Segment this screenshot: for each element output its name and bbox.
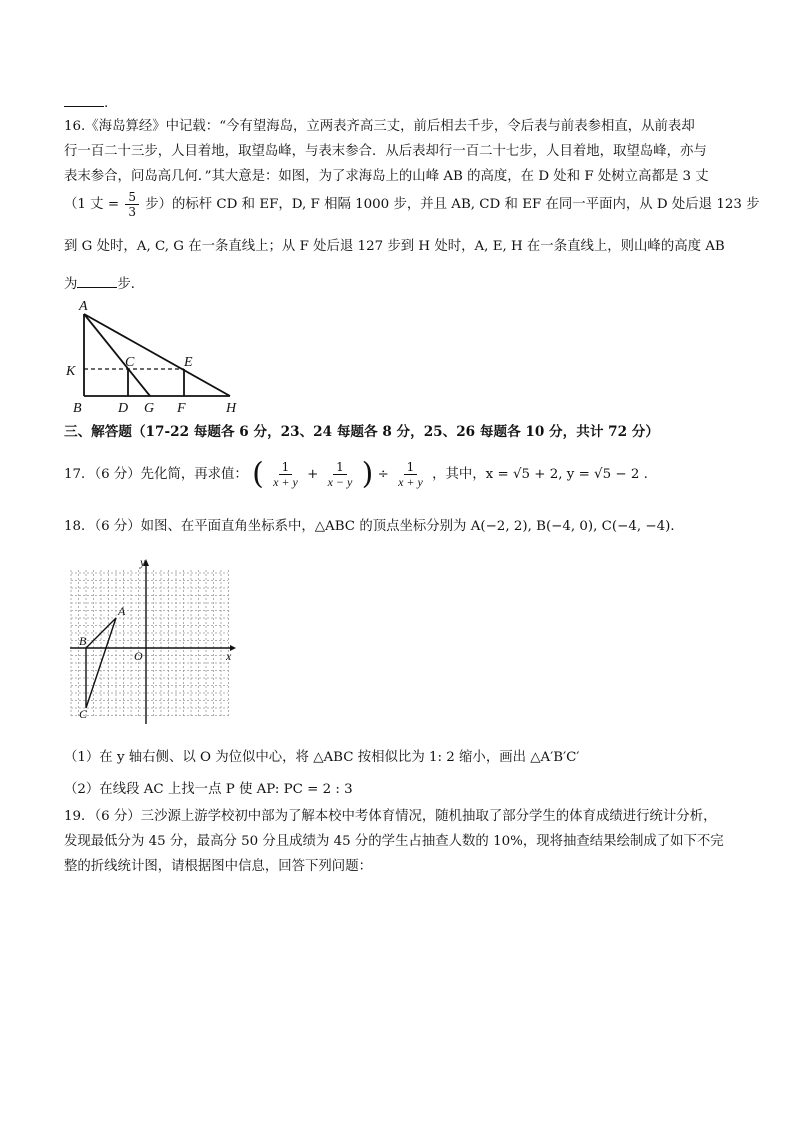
q17-line: 17．（6 分）先化简，再求值： ( $\frac{1}{x + y}$ + $\frac{1}{x - y}$ ) ÷ $\frac{1}{x + y}$ ，其中，x = √5 + 2, y = √5 − 2 . (64, 456, 648, 492)
q19-line-1: 19．（6 分）三沙源上游学校初中部为了解本校中考体育情况，随机抽取了部分学生的体育成绩进行统计分析， (64, 809, 717, 824)
coordinate-grid (70, 558, 238, 726)
label-x: x (226, 649, 232, 663)
label-y: y (140, 558, 146, 569)
label-O: O (134, 649, 143, 663)
section-3-heading: 三、解答题（17-22 每题各 6 分，23、24 每题各 8 分，25、26 每题各 10 分，共计 72 分） (64, 424, 659, 440)
q16-line-4-post: 步）的标杆 CD 和 EF，D, F 相隔 1000 步，并且 AB, CD 和 EF 在同一平面内，从 D 处后退 123 步 (145, 197, 760, 212)
q16-line-4-pre: （1 丈 = (64, 197, 120, 212)
label-K: K (66, 364, 76, 379)
fraction-1: $\frac{1}{x + y}$ (273, 460, 298, 489)
left-paren: ( (252, 456, 264, 492)
label-B: B (73, 401, 82, 416)
line-AG (84, 314, 150, 396)
q19-line-3: 整的折线统计图，请根据图中信息，回答下列问题： (64, 859, 372, 874)
q16-line-2: 行一百二十三步，人目着地，取望岛峰，与表末参合．从后表却行一百二十七步，人目着地，取望岛峰，亦与 (64, 144, 707, 159)
q19-line-2: 发现最低分为 45 分，最高分 50 分且成绩为 45 分的学生占抽查人数的 10%，现将抽查结果绘制成了如下不完 (64, 834, 724, 849)
label-A: A (118, 604, 126, 618)
q16-line-3: 表末参合，问岛高几何．”其大意是：如图，为了求海岛上的山峰 AB 的高度，在 D 处和 F 处树立高都是 3 丈 (64, 169, 709, 184)
q16-line-6: 为 步． (64, 273, 144, 295)
fraction-five-thirds: $\frac{5}{3}$ (125, 190, 139, 219)
fraction-2: $\frac{1}{x - y}$ (327, 460, 353, 489)
label-C: C (79, 707, 88, 721)
line-AH (84, 314, 230, 396)
label-H: H (226, 401, 237, 416)
q18-sub-2: （2）在线段 AC 上找一点 P 使 AP: PC = 2 : 3 (64, 782, 353, 797)
label-C: C (125, 355, 135, 370)
q16-line-4 (64, 187, 760, 223)
q16-line-5: 到 G 处时，A, C, G 在一条直线上；从 F 处后退 127 步到 H 处时，A, E, H 在一条直线上，则山峰的高度 AB (64, 239, 725, 254)
previous-answer-blank: . (64, 92, 108, 114)
island-height-figure (60, 296, 250, 420)
q18-line-1: 18．（6 分）如图、在平面直角坐标系中，△ABC 的顶点坐标分别为 A(−2, 2), B(−4, 0), C(−4, −4)． (64, 519, 684, 534)
label-B: B (79, 634, 87, 648)
right-paren: ) (361, 456, 374, 492)
answer-blank (64, 92, 104, 107)
label-D: D (118, 401, 129, 416)
label-A: A (79, 299, 88, 314)
q18-sub-1: （1）在 y 轴右侧、以 O 为位似中心，将 △ABC 按相似比为 1: 2 缩小，画出 △A′B′C′ (64, 750, 580, 765)
q16-line-1: 16.《海岛算经》中记载：“今有望海岛，立两表齐高三丈，前后相去千步，令后表与前表参相直，从前表却 (64, 119, 695, 134)
answer-blank (77, 273, 117, 288)
fraction-3: $\frac{1}{x + y}$ (398, 460, 423, 489)
label-F: F (177, 401, 186, 416)
label-G: G (144, 401, 155, 416)
label-E: E (184, 355, 193, 370)
